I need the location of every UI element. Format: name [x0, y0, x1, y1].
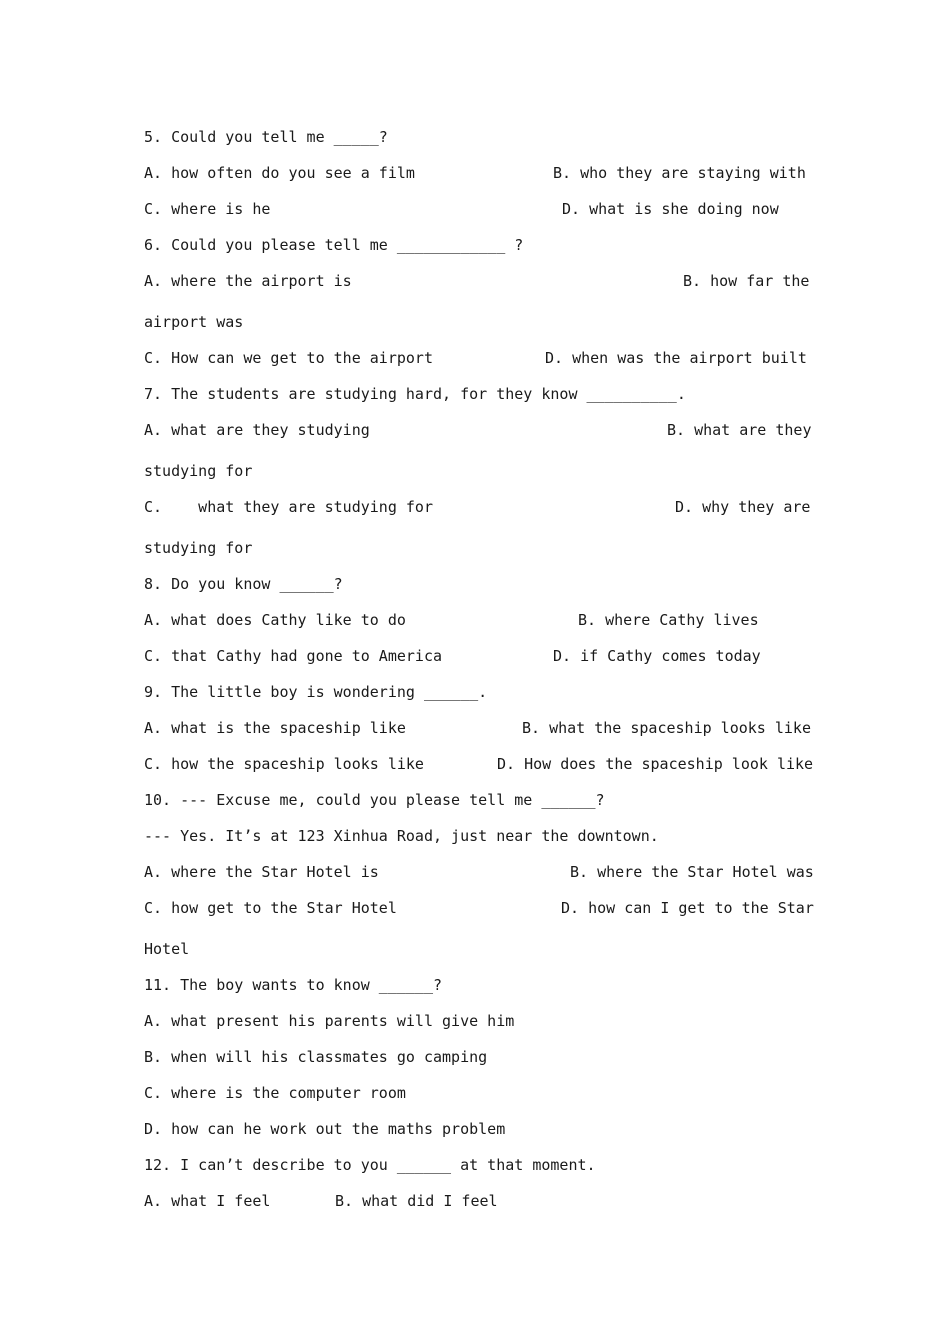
q8-option-c: C. that Cathy had gone to America — [144, 647, 443, 665]
question-8: 8. Do you know ______? — [144, 575, 343, 593]
q10-option-a: A. where the Star Hotel is — [144, 863, 379, 881]
q11-option-d: D. how can he work out the maths problem — [144, 1120, 506, 1138]
q10-option-c: C. how get to the Star Hotel — [144, 899, 397, 917]
q6-option-b: B. how far the — [683, 272, 810, 290]
q12-option-b: B. what did I feel — [335, 1192, 498, 1210]
q7-option-a: A. what are they studying — [144, 421, 370, 439]
q7-option-b-continued: studying for — [144, 462, 253, 480]
q10-dialogue-reply: --- Yes. It’s at 123 Xinhua Road, just near the downtown. — [144, 827, 659, 845]
question-9: 9. The little boy is wondering ______. — [144, 683, 488, 701]
q8-option-a: A. what does Cathy like to do — [144, 611, 406, 629]
q12-option-a: A. what I feel — [144, 1192, 271, 1210]
q6-option-d: D. when was the airport built — [545, 349, 807, 367]
q9-option-a: A. what is the spaceship like — [144, 719, 406, 737]
q11-option-c: C. where is the computer room — [144, 1084, 406, 1102]
q6-option-b-continued: airport was — [144, 313, 244, 331]
q8-option-b: B. where Cathy lives — [578, 611, 759, 629]
q5-option-a: A. how often do you see a film — [144, 164, 415, 182]
q10-option-d: D. how can I get to the Star — [561, 899, 814, 917]
q11-option-a: A. what present his parents will give him — [144, 1012, 515, 1030]
q5-option-b: B. who they are staying with — [553, 164, 806, 182]
q8-option-d: D. if Cathy comes today — [553, 647, 761, 665]
q9-option-b: B. what the spaceship looks like — [522, 719, 811, 737]
q9-option-c: C. how the spaceship looks like — [144, 755, 424, 773]
q5-option-c: C. where is he — [144, 200, 271, 218]
q7-option-b: B. what are they — [667, 421, 812, 439]
q11-option-b: B. when will his classmates go camping — [144, 1048, 488, 1066]
q5-option-d: D. what is she doing now — [562, 200, 779, 218]
question-5: 5. Could you tell me _____? — [144, 128, 388, 146]
question-7: 7. The students are studying hard, for they know __________. — [144, 385, 686, 403]
question-12: 12. I can’t describe to you ______ at that moment. — [144, 1156, 596, 1174]
question-10: 10. --- Excuse me, could you please tell me ______? — [144, 791, 605, 809]
question-6: 6. Could you please tell me ____________ ? — [144, 236, 524, 254]
q6-option-a: A. where the airport is — [144, 272, 352, 290]
q10-option-b: B. where the Star Hotel was — [570, 863, 814, 881]
q10-option-d-continued: Hotel — [144, 940, 190, 958]
q7-option-d-continued: studying for — [144, 539, 253, 557]
q9-option-d: D. How does the spaceship look like — [497, 755, 814, 773]
q7-option-d: D. why they are — [675, 498, 811, 516]
question-11: 11. The boy wants to know ______? — [144, 976, 443, 994]
q6-option-c: C. How can we get to the airport — [144, 349, 433, 367]
q7-option-c: C. what they are studying for — [144, 498, 433, 516]
